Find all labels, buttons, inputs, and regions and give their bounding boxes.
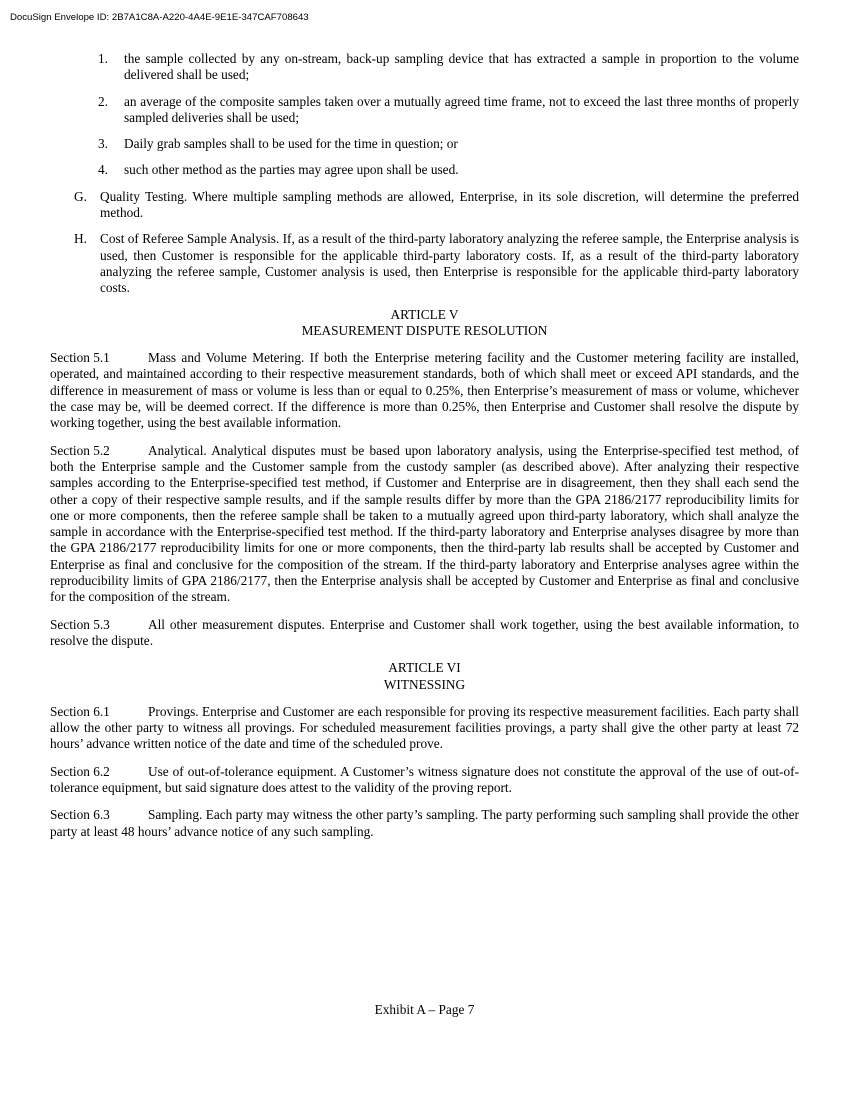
list-marker: 1. <box>98 51 108 66</box>
list-text: the sample collected by any on-stream, back-up sampling device that has extracted a sample in proportion to the volume delivered shall be used; <box>124 51 799 83</box>
section-6-3 <box>50 807 799 840</box>
section-label: Section 5.1 <box>50 350 110 366</box>
list-text: Cost of Referee Sample Analysis. If, as a result of the third-party laboratory analyzing the referee sample, the Enterprise analysis is used, then Customer is responsible for the applicable third-party laboratory costs. If, as a result of the third-party laboratory analyzing the referee sample, Customer analysis is used, then Enterprise is responsible for the applicable third-party laboratory costs. <box>100 231 799 296</box>
section-text: Provings. Enterprise and Customer are each responsible for proving its respective measurement facilities. Each party shall allow the other party to witness all provings. For scheduled measurement facilities provings, a party shall give the other party at least 72 hours’ advance written notice of the date and time of the scheduled prove. <box>50 703 799 752</box>
article-5-heading <box>50 307 799 340</box>
list-marker: 4. <box>98 162 108 178</box>
article-title: MEASUREMENT DISPUTE RESOLUTION <box>301 322 548 338</box>
section-label: Section 6.3 <box>50 807 110 823</box>
article-title: WITNESSING <box>383 676 466 692</box>
lettered-item-g <box>74 189 799 222</box>
section-text: Sampling. Each party may witness the other party’s sampling. The party performing such sampling shall provide the other party at least 48 hours’ advance notice of any such sampling. <box>50 807 799 839</box>
list-item <box>98 51 799 84</box>
list-text: Quality Testing. Where multiple sampling methods are allowed, Enterprise, in its sole discretion, will determine the preferred method. <box>100 188 799 221</box>
section-text: Analytical. Analytical disputes must be based upon laboratory analysis, using the Enterprise-specified test method, of both the Enterprise sample and the Customer sample from the custody sampler (as described above). After analyzing their respective samples according to the Enterprise-specified test method, if Customer and Enterprise are in disagreement, then they shall each send the other a copy of their respective sample results, and if the sample results differ by more than the GPA 2186/2177 reproducibility limits for one or more components, then the referee sample shall be taken to a mutually agreed upon third-party laboratory, which shall analyze the sample in accordance with the Enterprise-specified test method. If the third-party laboratory and Enterprise analyses disagree by more than the GPA 2186/2177 reproducibility limits for one or more components, then the third-party lab results shall be accepted by Customer and Enterprise as final and conclusive for the composition of the stream. If the third-party laboratory and Enterprise analyses agree within the reproducibility limits of GPA 2186/2177, then the Enterprise analysis shall be accepted by Customer and Enterprise as final and conclusive for the composition of the stream. <box>50 442 799 605</box>
list-marker: 3. <box>98 136 108 152</box>
section-text: Mass and Volume Metering. If both the Enterprise metering facility and the Customer metering facility are installed, operated, and maintained according to their respective measurement standards, both of which shall meet or exceed API standards, and the difference in measurement of mass or volume is less than or equal to 0.25%, then Enterprise’s measurement of mass or volume, whichever the case may be, will be deemed correct. If the difference is more than 0.25%, then Enterprise and Customer shall resolve the dispute by working together, using the best available information. <box>50 350 799 431</box>
list-marker: G. <box>74 188 87 204</box>
list-item <box>98 162 799 178</box>
page-content <box>50 51 799 851</box>
lettered-item-h <box>74 231 799 296</box>
section-text: Use of out-of-tolerance equipment. A Customer’s witness signature does not constitute the approval of the use of out-of-tolerance equipment, but said signature does attest to the validity of the proving report. <box>50 763 799 795</box>
list-text: an average of the composite samples taken over a mutually agreed time frame, not to exceed the last three months of properly sampled deliveries shall be used; <box>124 93 799 125</box>
article-number: ARTICLE VI <box>388 660 461 676</box>
list-text: such other method as the parties may agree upon shall be used. <box>124 162 459 178</box>
section-5-1 <box>50 350 799 431</box>
list-marker: H. <box>74 231 87 247</box>
page-footer: Exhibit A – Page 7 <box>374 1002 475 1017</box>
section-label: Section 6.1 <box>50 703 110 719</box>
section-6-1 <box>50 704 799 753</box>
numbered-list <box>50 51 799 179</box>
section-5-3 <box>50 617 799 650</box>
section-text: All other measurement disputes. Enterprise and Customer shall work together, using the best available information, to resolve the dispute. <box>50 616 799 648</box>
section-label: Section 5.2 <box>50 442 110 458</box>
article-6-heading <box>50 660 799 693</box>
list-item <box>98 94 799 127</box>
list-marker: 2. <box>98 93 108 109</box>
envelope-id: DocuSign Envelope ID: 2B7A1C8A-A220-4A4E-9E1E-347CAF708643 <box>10 12 309 23</box>
section-5-2 <box>50 443 799 606</box>
section-6-2 <box>50 764 799 797</box>
list-item <box>98 136 799 152</box>
section-label: Section 5.3 <box>50 616 110 632</box>
list-text: Daily grab samples shall to be used for the time in question; or <box>124 136 458 152</box>
article-number: ARTICLE V <box>390 306 459 322</box>
section-label: Section 6.2 <box>50 763 110 779</box>
